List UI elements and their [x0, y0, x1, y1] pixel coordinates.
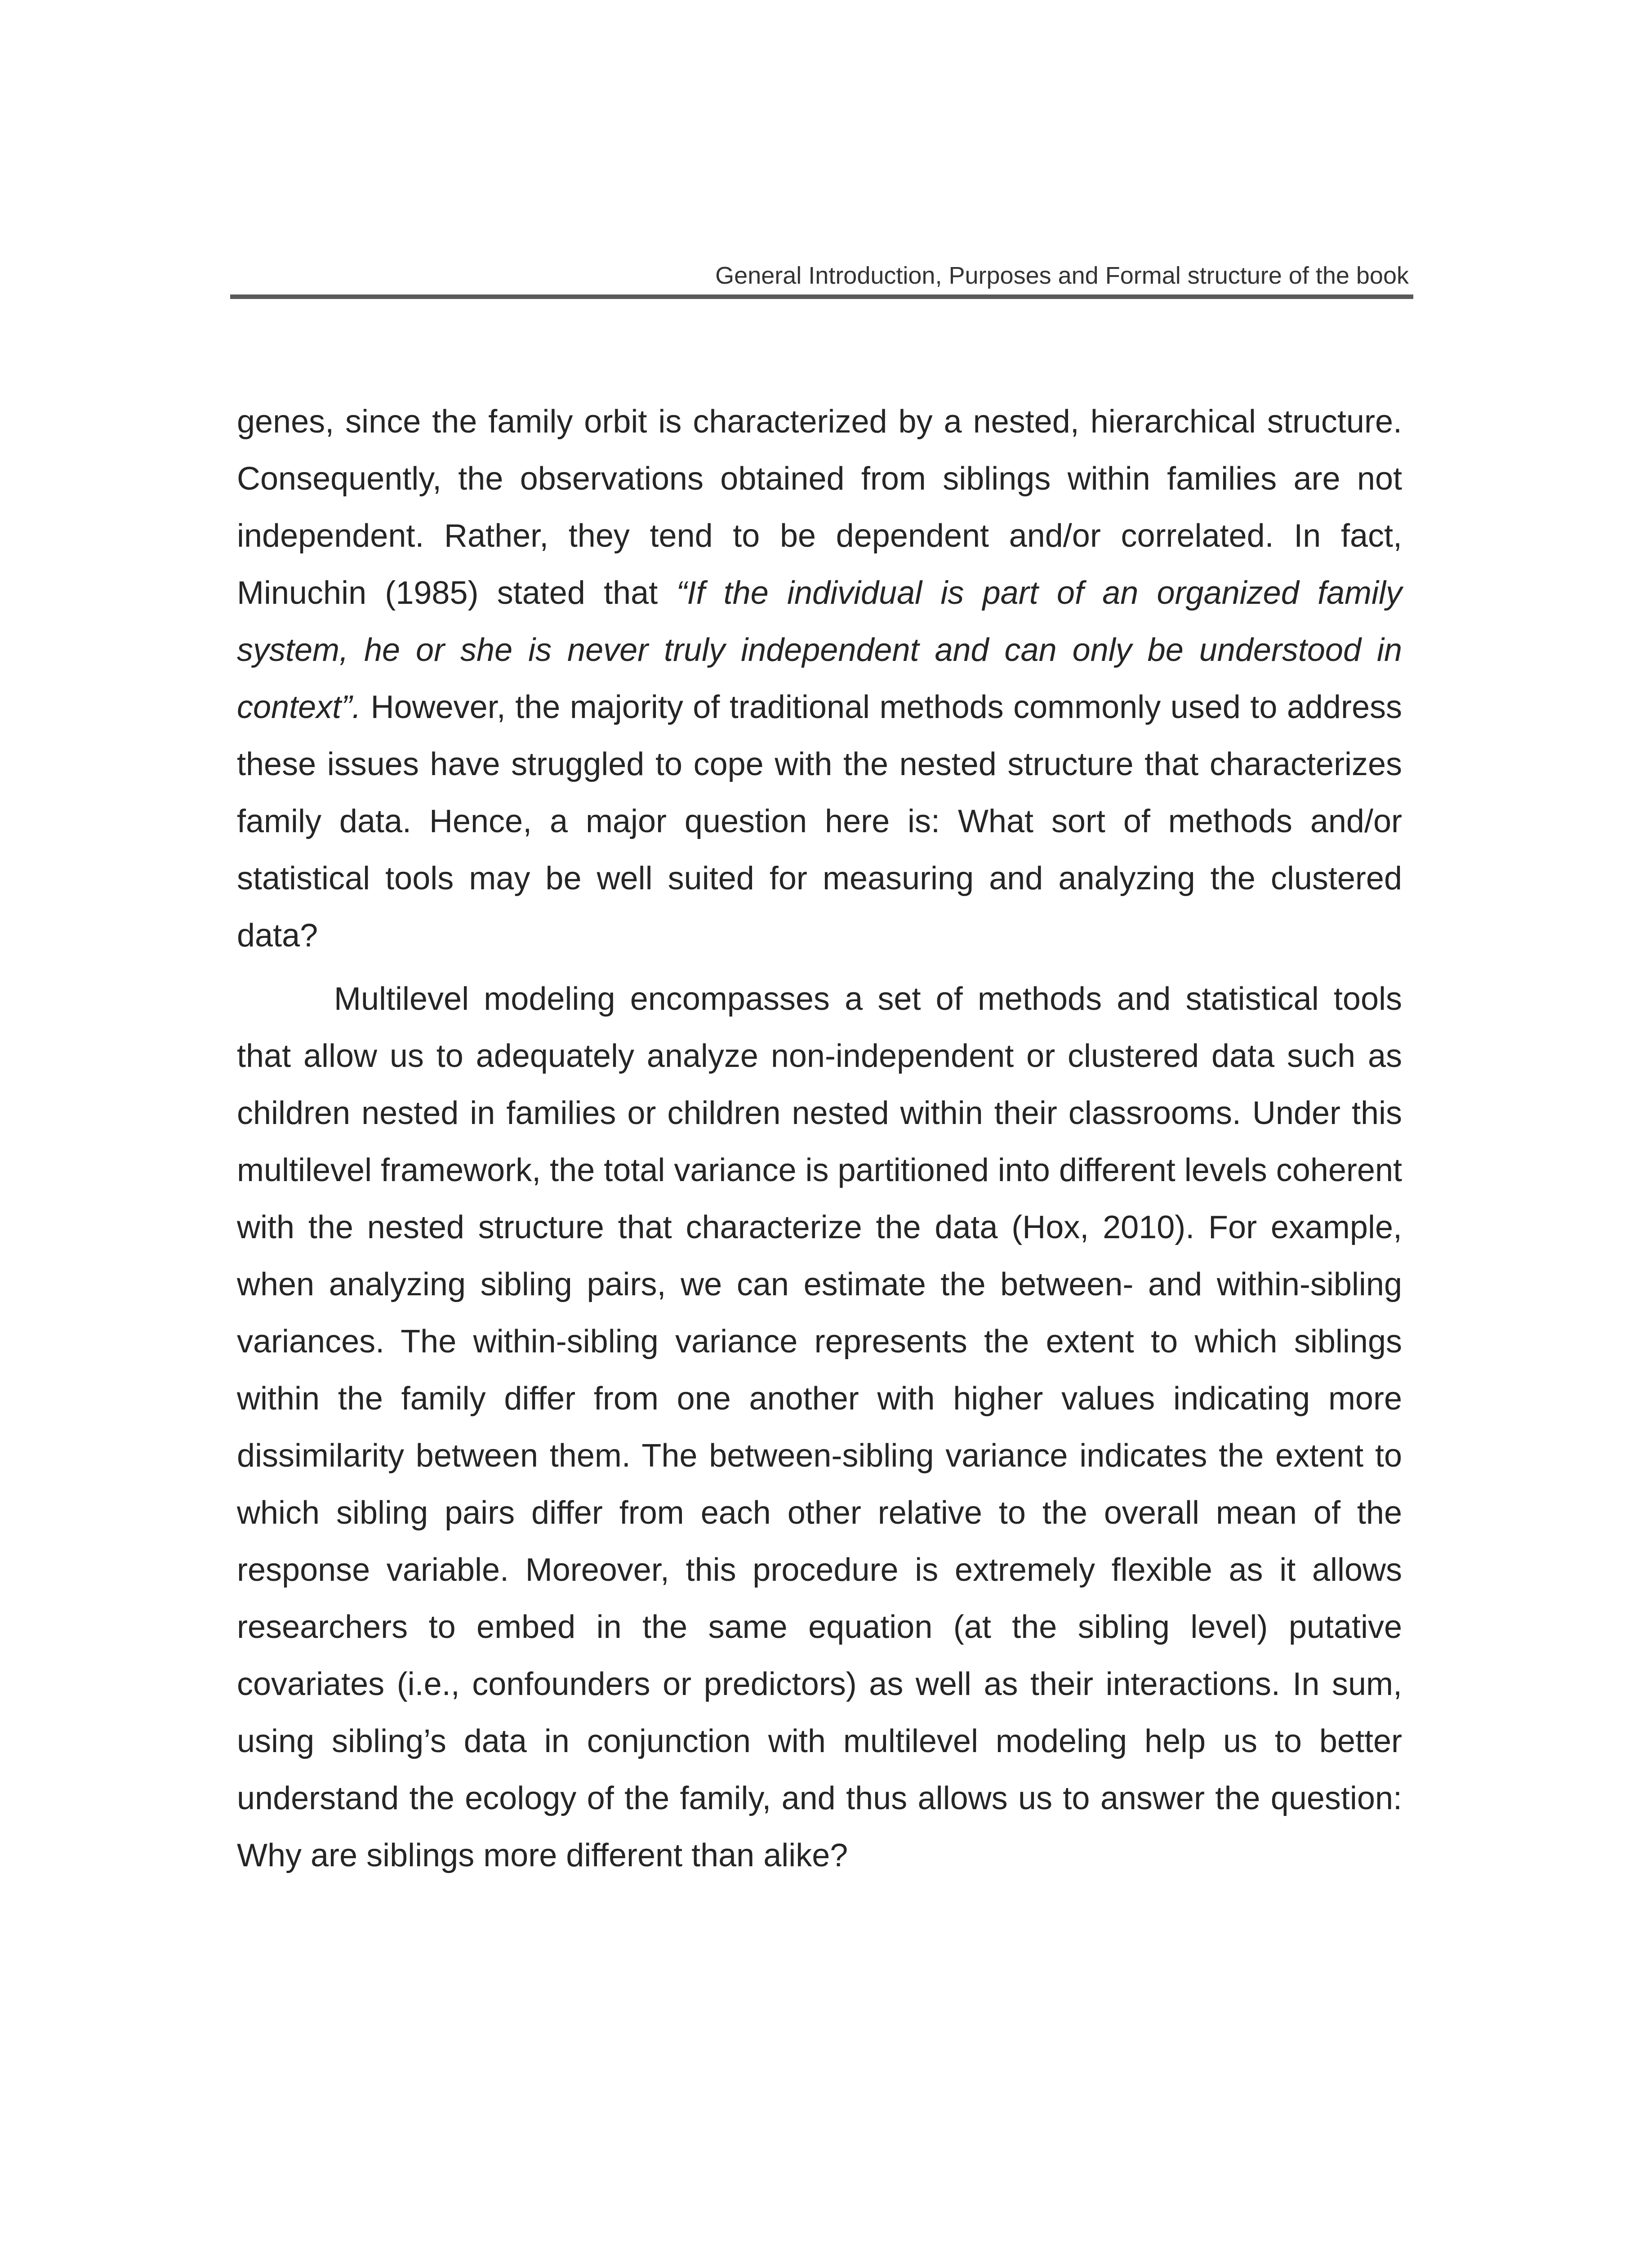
paragraph-2: Multilevel modeling encompasses a set of methods and statistical tools that allow us to adequately analyze non-independent or clustered data such as children nested in families or children nested within their classrooms. Under this multilevel framework, the total variance is partitioned into different levels coherent with the nested structure that characterize the data (Hox, 2010). For example, when analyzing sibling pairs, we can estimate the between- and within-sibling variances. The within-sibling variance represents the extent to which siblings within the family differ from one another with higher values indicating more dissimilarity between them. The between-sibling variance indicates the extent to which sibling pairs differ from each other relative to the overall mean of the response variable. Moreover, this procedure is extremely flexible as it allows researchers to embed in the same equation (at the sibling level) putative covariates (i.e., confounders or predictors) as well as their interactions. In sum, using sibling’s data in conjunction with multilevel modeling help us to better understand the ecology of the family, and thus allows us to answer the question: Why are siblings more different than alike?: [237, 981, 1402, 1873]
paragraph-1-text-a: genes, since the family orbit is characterized by a nested, hierarchical structure. Consequently, the observations obtained from siblings within families are not independent. Rather, they tend to be dependent and/or correlated. In fact, Minuchin (1985) stated that: [237, 404, 1402, 611]
paragraph-1: [237, 393, 1402, 964]
running-header: General Introduction, Purposes and Formal structure of the book: [715, 262, 1409, 289]
body-text: [237, 393, 1402, 1884]
header-divider: [230, 294, 1413, 299]
minuchin-quote: “If the individual is part of an organized family system, he or she is never truly independent and can only be understood in context”.: [237, 575, 1403, 725]
paragraph-1-text-b: However, the majority of traditional methods commonly used to address these issues have struggled to cope with the nested structure that characterizes family data. Hence, a major question here is: What sort of methods and/or statistical tools may be well suited for measuring and analyzing the clustered data?: [237, 689, 1402, 954]
